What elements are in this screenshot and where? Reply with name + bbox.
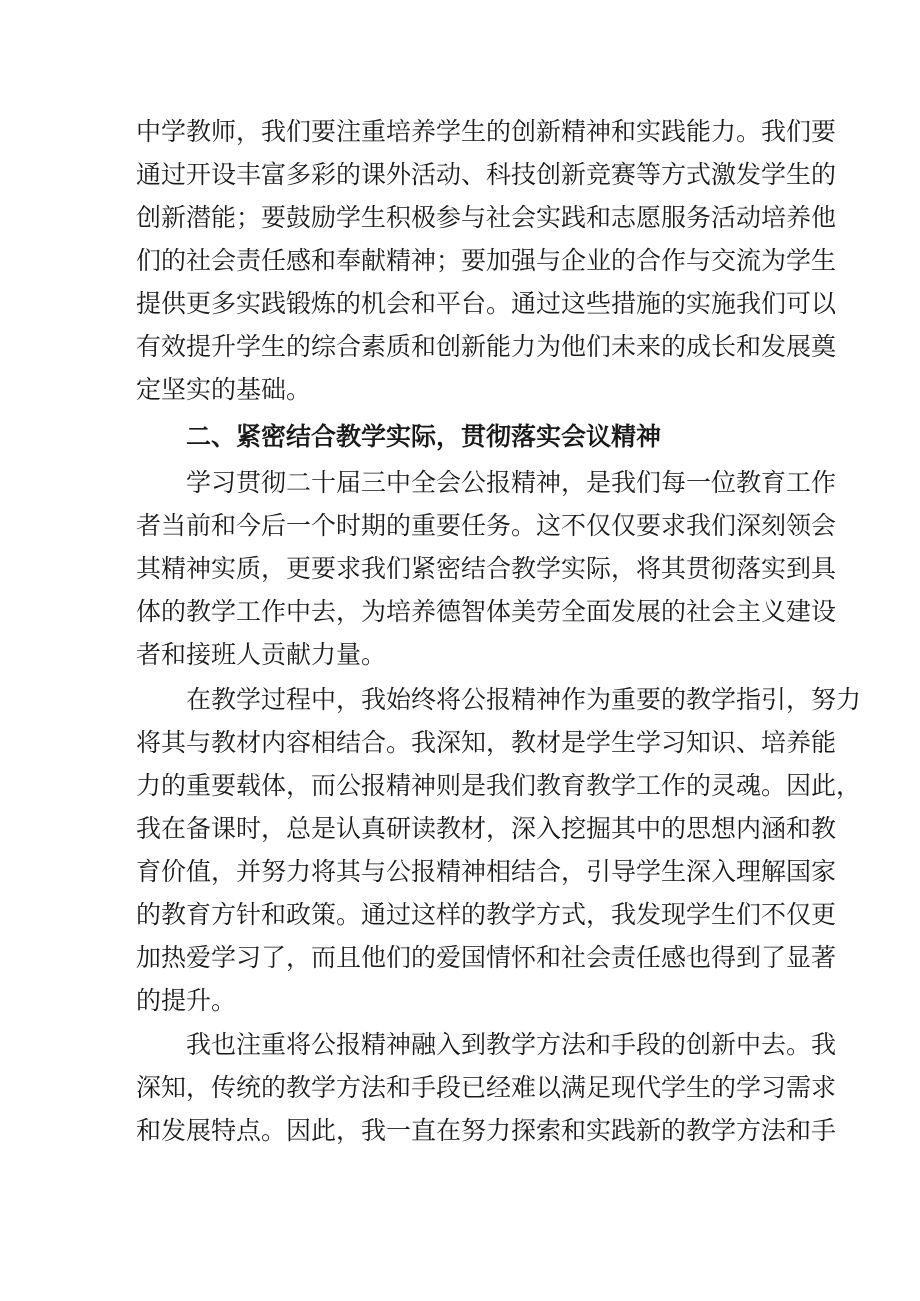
- paragraph-3-line-1: 在教学过程中，我始终将公报精神作为重要的教学指引，努力: [186, 685, 862, 714]
- paragraph-4-line-1: 我也注重将公报精神融入到教学方法和手段的创新中去。我: [186, 1030, 837, 1059]
- paragraph-3-line-6: 的教育方针和政策。通过这样的教学方式，我发现学生们不仅更: [136, 900, 837, 929]
- paragraph-3-line-8: 的提升。: [136, 986, 237, 1015]
- paragraph-2-line-1: 学习贯彻二十届三中全会公报精神，是我们每一位教育工作: [186, 468, 837, 497]
- paragraph-2-line-3: 其精神实质，更要求我们紧密结合教学实际，将其贯彻落实到具: [136, 554, 837, 583]
- paragraph-1-line-6: 有效提升学生的综合素质和创新能力为他们未来的成长和发展奠: [136, 332, 837, 361]
- paragraph-2-line-2: 者当前和今后一个时期的重要任务。这不仅仅要求我们深刻领会: [136, 511, 837, 540]
- paragraph-4-line-3: 和发展特点。因此，我一直在努力探索和实践新的教学方法和手: [136, 1116, 837, 1145]
- paragraph-4-line-2: 深知，传统的教学方法和手段已经难以满足现代学生的学习需求: [136, 1073, 837, 1102]
- paragraph-3-line-4: 我在备课时，总是认真研读教材，深入挖掘其中的思想内涵和教: [136, 814, 837, 843]
- paragraph-2-line-4: 体的教学工作中去，为培养德智体美劳全面发展的社会主义建设: [136, 597, 837, 626]
- section-heading: 二、紧密结合教学实际，贯彻落实会议精神: [186, 422, 662, 451]
- paragraph-3-line-2: 将其与教材内容相结合。我深知，教材是学生学习知识、培养能: [136, 728, 837, 757]
- paragraph-1-line-4: 们的社会责任感和奉献精神；要加强与企业的合作与交流为学生: [136, 246, 837, 275]
- paragraph-3-line-5: 育价值，并努力将其与公报精神相结合，引导学生深入理解国家: [136, 857, 837, 886]
- paragraph-1-line-1: 中学教师，我们要注重培养学生的创新精神和实践能力。我们要: [136, 117, 837, 146]
- paragraph-1-line-3: 创新潜能；要鼓励学生积极参与社会实践和志愿服务活动培养他: [136, 203, 837, 232]
- paragraph-1-line-7: 定坚实的基础。: [136, 375, 312, 404]
- paragraph-3-line-3: 力的重要载体，而公报精神则是我们教育教学工作的灵魂。因此，: [136, 771, 862, 800]
- paragraph-1-line-5: 提供更多实践锻炼的机会和平台。通过这些措施的实施我们可以: [136, 289, 837, 318]
- paragraph-1-line-2: 通过开设丰富多彩的课外活动、科技创新竞赛等方式激发学生的: [136, 160, 837, 189]
- paragraph-3-line-7: 加热爱学习了，而且他们的爱国情怀和社会责任感也得到了显著: [136, 943, 837, 972]
- paragraph-2-line-5: 者和接班人贡献力量。: [136, 640, 387, 669]
